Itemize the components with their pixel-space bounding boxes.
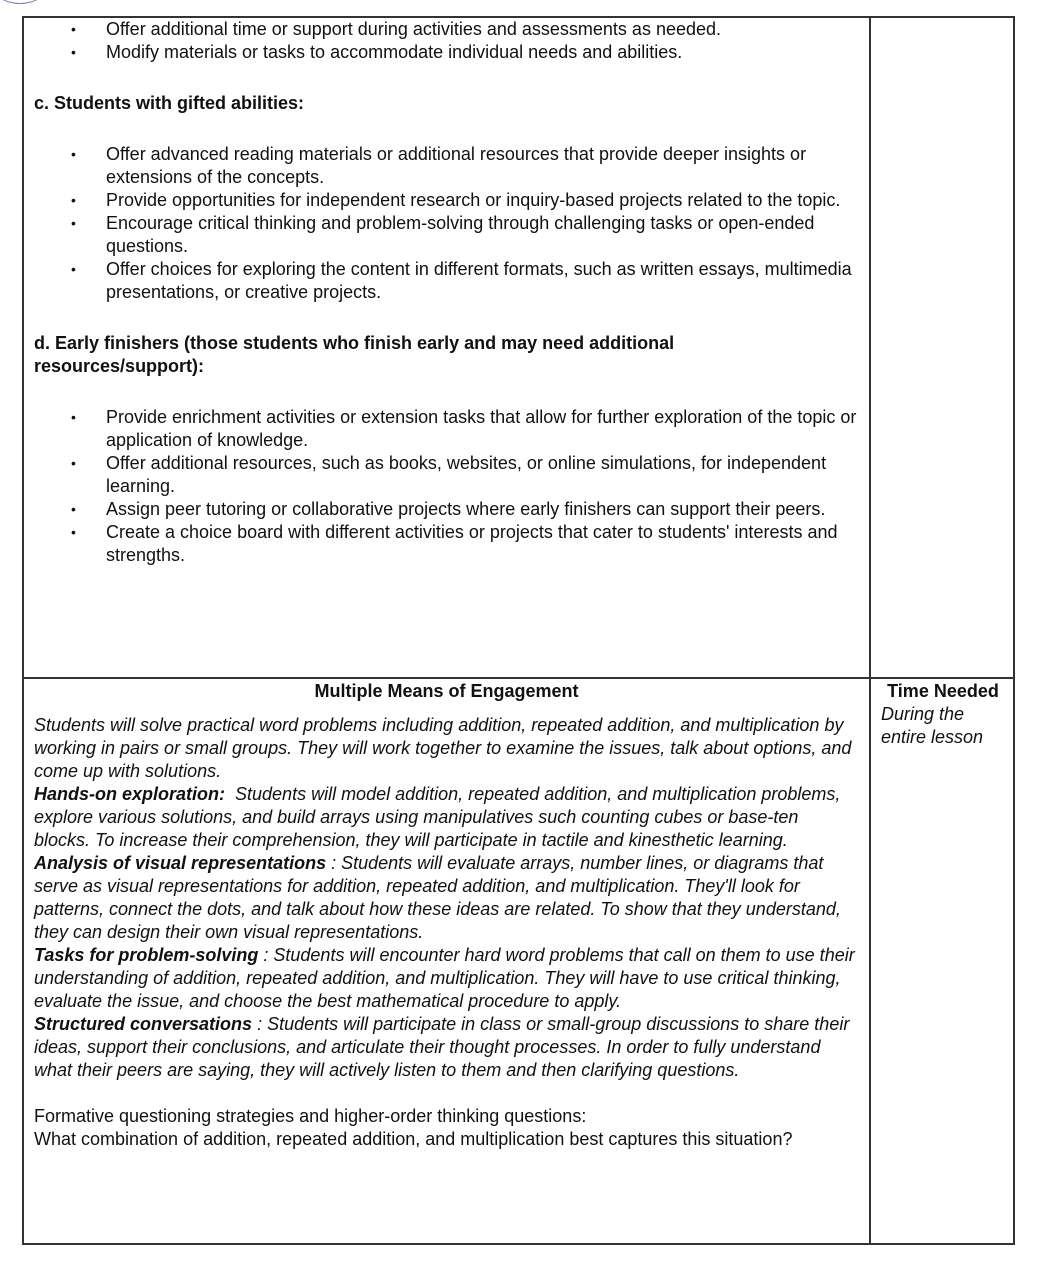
time-value: During the entire lesson	[881, 704, 984, 747]
engagement-cell	[23, 678, 870, 1244]
engagement-item: Structured conversations : Students will participate in class or small-group discussions to share their ideas, support their conclusions, and articulate their thought processes. In order to fully understand what their peers are saying, they will actively listen to them and then clarifying questions.	[34, 1014, 850, 1080]
engagement-intro: Students will solve practical word problems including addition, repeated addition, and multiplication by working in pairs or small groups. They will work together to examine the issues, talk about options, and come up with solutions.	[34, 715, 852, 781]
bullet-icon: •	[71, 21, 76, 37]
bullet-icon: •	[71, 501, 76, 517]
engagement-item-label: Hands-on exploration:	[34, 784, 226, 804]
early-finishers-bullet-list	[34, 406, 859, 567]
engagement-item-label: Structured conversations	[34, 1014, 253, 1034]
bullet-icon: •	[71, 146, 76, 162]
gifted-bullet-list	[34, 143, 859, 304]
decorative-arc	[0, 0, 50, 4]
engagement-item: Analysis of visual representations : Students will evaluate arrays, number lines, or diagrams that serve as visual representations for addition, repeated addition, and multiplication. They'll look for patterns, connect the dots, and talk about how these ideas are related. To show that they understand, they can design their own visual representations.	[34, 853, 841, 942]
early-finishers-heading: d. Early finishers (those students who finish early and may need additional resources/support):	[34, 333, 675, 376]
bullet-icon: •	[71, 261, 76, 277]
engagement-title: Multiple Means of Engagement	[314, 681, 579, 701]
engagement-item-label: Tasks for problem-solving	[34, 945, 259, 965]
list-item: • Create a choice board with different activities or projects that cater to students' interests and strengths.	[71, 522, 838, 565]
formative-question: What combination of addition, repeated addition, and multiplication best captures this situation?	[34, 1129, 793, 1149]
bullet-icon: •	[71, 44, 76, 60]
list-item: • Assign peer tutoring or collaborative projects where early finishers can support their peers.	[71, 499, 826, 519]
continued-bullet-list	[34, 18, 859, 64]
differentiation-cell	[23, 17, 870, 678]
list-item: • Modify materials or tasks to accommodate individual needs and abilities.	[71, 42, 683, 62]
time-title: Time Needed	[887, 681, 999, 701]
bullet-icon: •	[71, 455, 76, 471]
engagement-row	[23, 678, 1014, 1244]
engagement-item: Tasks for problem-solving : Students will encounter hard word problems that call on them to use their understanding of addition, repeated addition, and multiplication. They will have to use critical thinking, evaluate the issue, and choose the best mathematical procedure to apply.	[34, 945, 855, 1011]
list-item: • Provide enrichment activities or extension tasks that allow for further exploration of the topic or application of knowledge.	[71, 407, 857, 450]
lesson-plan-table	[22, 16, 1015, 1245]
list-item: • Provide opportunities for independent research or inquiry-based projects related to the topic.	[71, 190, 841, 210]
list-item: • Offer additional resources, such as books, websites, or online simulations, for independent learning.	[71, 453, 827, 496]
empty-time-cell	[870, 17, 1014, 678]
time-cell	[870, 678, 1014, 1244]
bullet-icon: •	[71, 409, 76, 425]
list-item: • Encourage critical thinking and problem-solving through challenging tasks or open-ended questions.	[71, 213, 815, 256]
list-item: • Offer additional time or support during activities and assessments as needed.	[71, 19, 722, 39]
bullet-icon: •	[71, 215, 76, 231]
gifted-heading: c. Students with gifted abilities:	[34, 93, 305, 113]
differentiation-row	[23, 17, 1014, 678]
bullet-icon: •	[71, 192, 76, 208]
engagement-item-label: Analysis of visual representations	[34, 853, 327, 873]
formative-heading: Formative questioning strategies and higher-order thinking questions:	[34, 1106, 587, 1126]
list-item: • Offer choices for exploring the content in different formats, such as written essays, multimedia presentations, or creative projects.	[71, 259, 852, 302]
list-item: • Offer advanced reading materials or additional resources that provide deeper insights or extensions of the concepts.	[71, 144, 807, 187]
bullet-icon: •	[71, 524, 76, 540]
engagement-item: Hands-on exploration: Students will model addition, repeated addition, and multiplication problems, explore various solutions, and build arrays using manipulatives such counting cubes or base-ten blocks. To increase their comprehension, they will participate in tactile and kinesthetic learning.	[34, 784, 846, 850]
